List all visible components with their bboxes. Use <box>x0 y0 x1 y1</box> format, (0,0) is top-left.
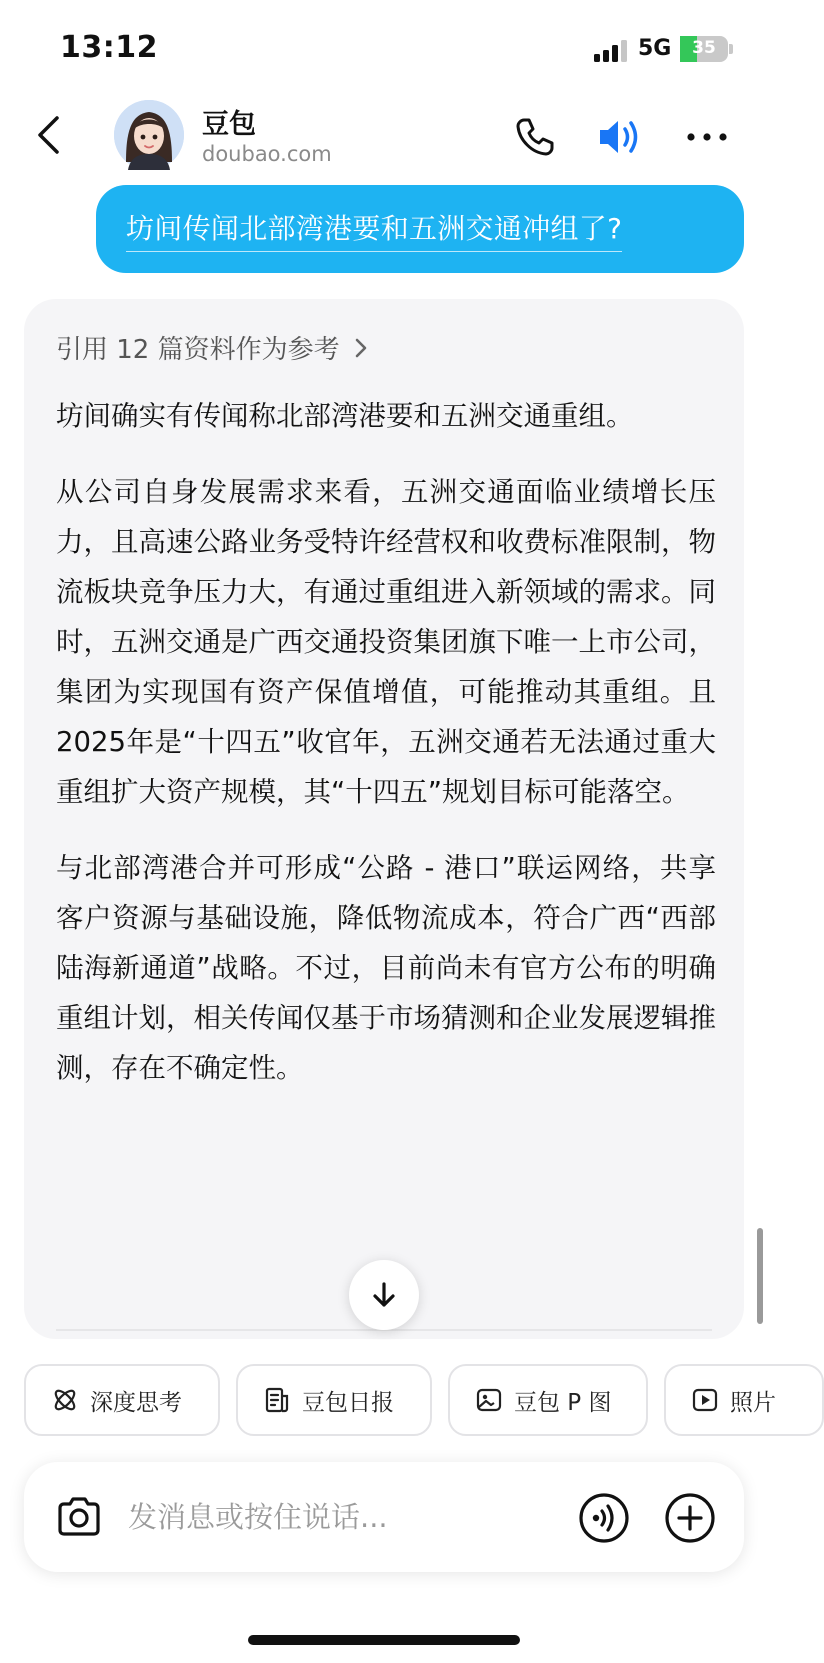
video-icon <box>690 1385 720 1415</box>
battery-icon <box>680 36 728 62</box>
message-input[interactable] <box>128 1492 558 1542</box>
quick-actions-bar <box>0 1340 776 1450</box>
chip-daily-news[interactable] <box>236 1364 432 1436</box>
voice-input-button[interactable] <box>578 1492 630 1544</box>
answer-body <box>56 391 716 1119</box>
references-link[interactable] <box>56 329 368 366</box>
chip-photo[interactable] <box>664 1364 824 1436</box>
chip-label: 豆包 P 图 <box>514 1389 612 1416</box>
plus-icon <box>664 1492 716 1544</box>
user-message-bubble[interactable] <box>96 185 744 273</box>
references-label: 引用 12 篇资料作为参考 <box>56 335 340 365</box>
bot-name: 豆包 <box>202 109 256 140</box>
scroll-to-bottom-button[interactable] <box>349 1260 419 1330</box>
chip-label: 深度思考 <box>90 1389 182 1416</box>
image-edit-icon <box>474 1385 504 1415</box>
arrow-down-icon <box>369 1280 399 1310</box>
camera-icon <box>54 1492 104 1542</box>
add-button[interactable] <box>664 1492 716 1544</box>
status-bar <box>0 0 768 90</box>
scrollbar-thumb[interactable] <box>757 1228 763 1324</box>
battery-cap <box>729 44 733 54</box>
chip-label: 豆包日报 <box>302 1389 394 1416</box>
message-input-bar <box>24 1462 744 1572</box>
user-message-text: 坊间传闻北部湾港要和五洲交通冲组了? <box>126 207 622 252</box>
answer-paragraph: 坊间确实有传闻称北部湾港要和五洲交通重组。 <box>56 400 634 432</box>
chevron-left-icon <box>30 110 70 160</box>
home-indicator <box>248 1635 520 1645</box>
bot-avatar-icon <box>114 100 184 170</box>
signal-icon <box>594 40 628 62</box>
more-icon <box>684 114 730 160</box>
news-icon <box>262 1385 292 1415</box>
chat-header <box>0 90 768 180</box>
answer-card <box>24 299 744 1339</box>
voice-icon <box>578 1492 630 1544</box>
voice-playback-button[interactable] <box>596 114 646 160</box>
answer-paragraph: 与北部湾港合并可形成“公路 - 港口”联运网络，共享客户资源与基础设施，降低物流成本，符合广西“西部陆海新通道”战略。不过，目前尚未有官方公布的明确重组计划，相关传闻仅基于市场猜测和企业发展逻辑推测，存在不确定性。 <box>56 852 716 1084</box>
battery-level: 35 <box>692 38 716 58</box>
network-type: 5G <box>638 36 672 61</box>
camera-button[interactable] <box>54 1492 104 1542</box>
answer-paragraph: 从公司自身发展需求来看，五洲交通面临业绩增长压力，且高速公路业务受特许经营权和收费标准限制，物流板块竞争压力大，有通过重组进入新领域的需求。同时，五洲交通是广西交通投资集团旗下唯一上市公司，集团为实现国有资产保值增值，可能推动其重组。且2025年是“十四五”收官年，五洲交通若无法通过重大重组扩大资产规模，其“十四五”规划目标可能落空。 <box>56 476 716 808</box>
bot-domain: doubao.com <box>202 142 332 166</box>
more-button[interactable] <box>684 114 730 160</box>
atom-icon <box>50 1385 80 1415</box>
chip-deep-thinking[interactable] <box>24 1364 220 1436</box>
phone-call-button[interactable] <box>512 114 558 160</box>
chip-label: 照片 <box>730 1389 776 1416</box>
chevron-right-icon <box>354 337 368 359</box>
speaker-icon <box>596 114 646 160</box>
phone-icon <box>512 114 558 160</box>
avatar[interactable] <box>114 100 184 170</box>
status-time: 13:12 <box>60 30 158 65</box>
back-button[interactable] <box>30 110 70 160</box>
chip-photo-edit[interactable] <box>448 1364 648 1436</box>
